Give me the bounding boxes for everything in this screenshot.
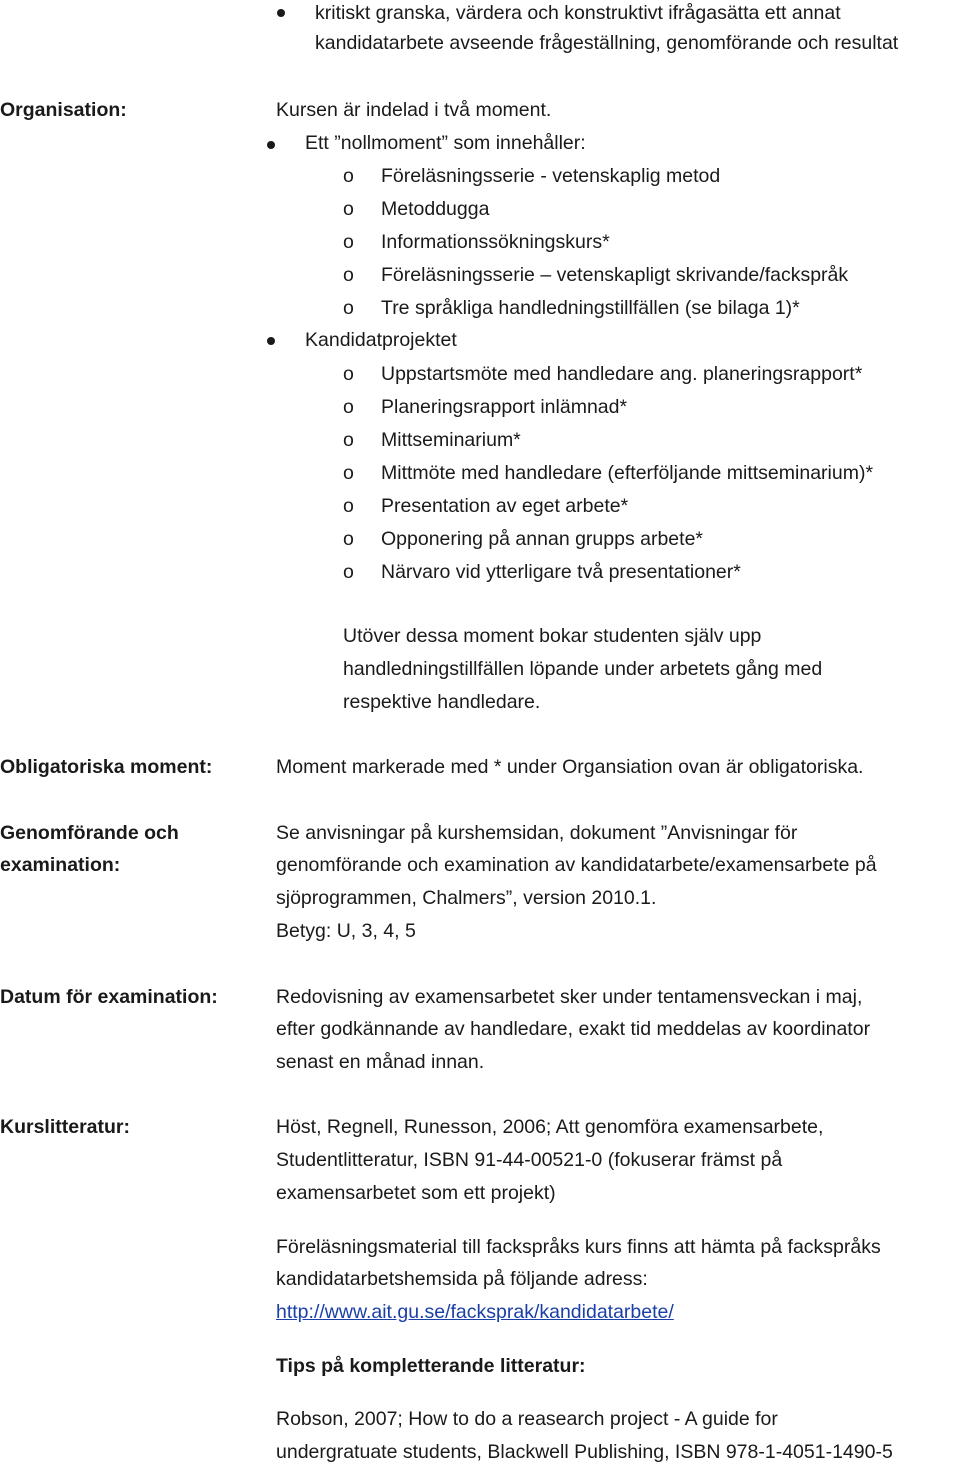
datum-line: Redovisning av examensarbetet sker under tentamensveckan i maj, <box>276 986 863 1008</box>
sub-bullet-icon: o <box>343 363 354 385</box>
sub-bullet-icon: o <box>343 198 354 220</box>
obligatoriska-text: Moment markerade med * under Organsiation ovan är obligatoriska. <box>276 756 864 778</box>
sub-bullet-icon: o <box>343 462 354 484</box>
top-bullet-line-2: kandidatarbete avseende frågeställning, genomförande och resultat <box>315 32 899 54</box>
bullet-icon <box>277 9 285 17</box>
material-line: Föreläsningsmaterial till fackspråks kurs finns att hämta på fackspråks <box>276 1236 881 1258</box>
kandidat-item: Närvaro vid ytterligare två presentationer* <box>381 561 741 583</box>
book-line: Studentlitteratur, ISBN 91-44-00521-0 (fokuserar främst på <box>276 1149 783 1171</box>
tips-heading: Tips på kompletterande litteratur: <box>276 1355 586 1377</box>
tips-line: Robson, 2007; How to do a reasearch project - A guide for <box>276 1408 778 1430</box>
bullet-icon <box>267 141 275 149</box>
kandidat-item: Presentation av eget arbete* <box>381 495 629 517</box>
book-line: examensarbetet som ett projekt) <box>276 1182 556 1204</box>
datum-label: Datum för examination: <box>0 986 218 1008</box>
nollmoment-item: Föreläsningsserie - vetenskaplig metod <box>381 165 721 187</box>
top-bullet-line-1: kritiskt granska, värdera och konstruktivt ifrågasätta ett annat <box>315 2 841 24</box>
sub-bullet-icon: o <box>343 165 354 187</box>
genomforande-label-line-1: Genomförande och <box>0 822 179 844</box>
organisation-extra-line: respektive handledare. <box>343 691 541 713</box>
sub-bullet-icon: o <box>343 297 354 319</box>
material-line: kandidatarbetshemsida på följande adress: <box>276 1268 648 1290</box>
kandidat-item: Opponering på annan grupps arbete* <box>381 528 703 550</box>
bullet-icon <box>267 337 275 345</box>
kandidat-item: Mittseminarium* <box>381 429 521 451</box>
organisation-intro: Kursen är indelad i två moment. <box>276 99 552 121</box>
sub-bullet-icon: o <box>343 231 354 253</box>
kandidat-item: Planeringsrapport inlämnad* <box>381 396 628 418</box>
sub-bullet-icon: o <box>343 429 354 451</box>
sub-bullet-icon: o <box>343 396 354 418</box>
grading-line: Betyg: U, 3, 4, 5 <box>276 920 416 942</box>
nollmoment-item: Metoddugga <box>381 198 490 220</box>
obligatoriska-label: Obligatoriska moment: <box>0 756 213 778</box>
kandidatprojektet-title: Kandidatprojektet <box>305 329 457 351</box>
sub-bullet-icon: o <box>343 495 354 517</box>
genomforande-label-line-2: examination: <box>0 854 121 876</box>
kurslitteratur-label: Kurslitteratur: <box>0 1116 131 1138</box>
nollmoment-title: Ett ”nollmoment” som innehåller: <box>305 132 586 154</box>
nollmoment-item: Föreläsningsserie – vetenskapligt skrivande/fackspråk <box>381 264 849 286</box>
genomforande-line: genomförande och examination av kandidatarbete/examensarbete på <box>276 854 877 876</box>
genomforande-line: Se anvisningar på kurshemsidan, dokument ”Anvisningar för <box>276 822 798 844</box>
nollmoment-item: Tre språkliga handledningstillfällen (se bilaga 1)* <box>381 297 800 319</box>
nollmoment-item: Informationssökningskurs* <box>381 231 610 253</box>
book-line: Höst, Regnell, Runesson, 2006; Att genomföra examensarbete, <box>276 1116 824 1138</box>
kandidat-item: Uppstartsmöte med handledare ang. planeringsrapport* <box>381 363 863 385</box>
kandidat-item: Mittmöte med handledare (efterföljande mittseminarium)* <box>381 462 874 484</box>
organisation-extra-line: Utöver dessa moment bokar studenten själv upp <box>343 625 762 647</box>
tips-line: undergratuate students, Blackwell Publishing, ISBN 978-1-4051-1490-5 <box>276 1441 893 1463</box>
datum-line: efter godkännande av handledare, exakt tid meddelas av koordinator <box>276 1018 871 1040</box>
organisation-label: Organisation: <box>0 99 127 121</box>
facksprak-link[interactable]: http://www.ait.gu.se/facksprak/kandidatarbete/ <box>276 1301 674 1323</box>
sub-bullet-icon: o <box>343 561 354 583</box>
genomforande-line: sjöprogrammen, Chalmers”, version 2010.1. <box>276 887 657 909</box>
sub-bullet-icon: o <box>343 264 354 286</box>
organisation-extra-line: handledningstillfällen löpande under arbetets gång med <box>343 658 823 680</box>
datum-line: senast en månad innan. <box>276 1051 485 1073</box>
sub-bullet-icon: o <box>343 528 354 550</box>
